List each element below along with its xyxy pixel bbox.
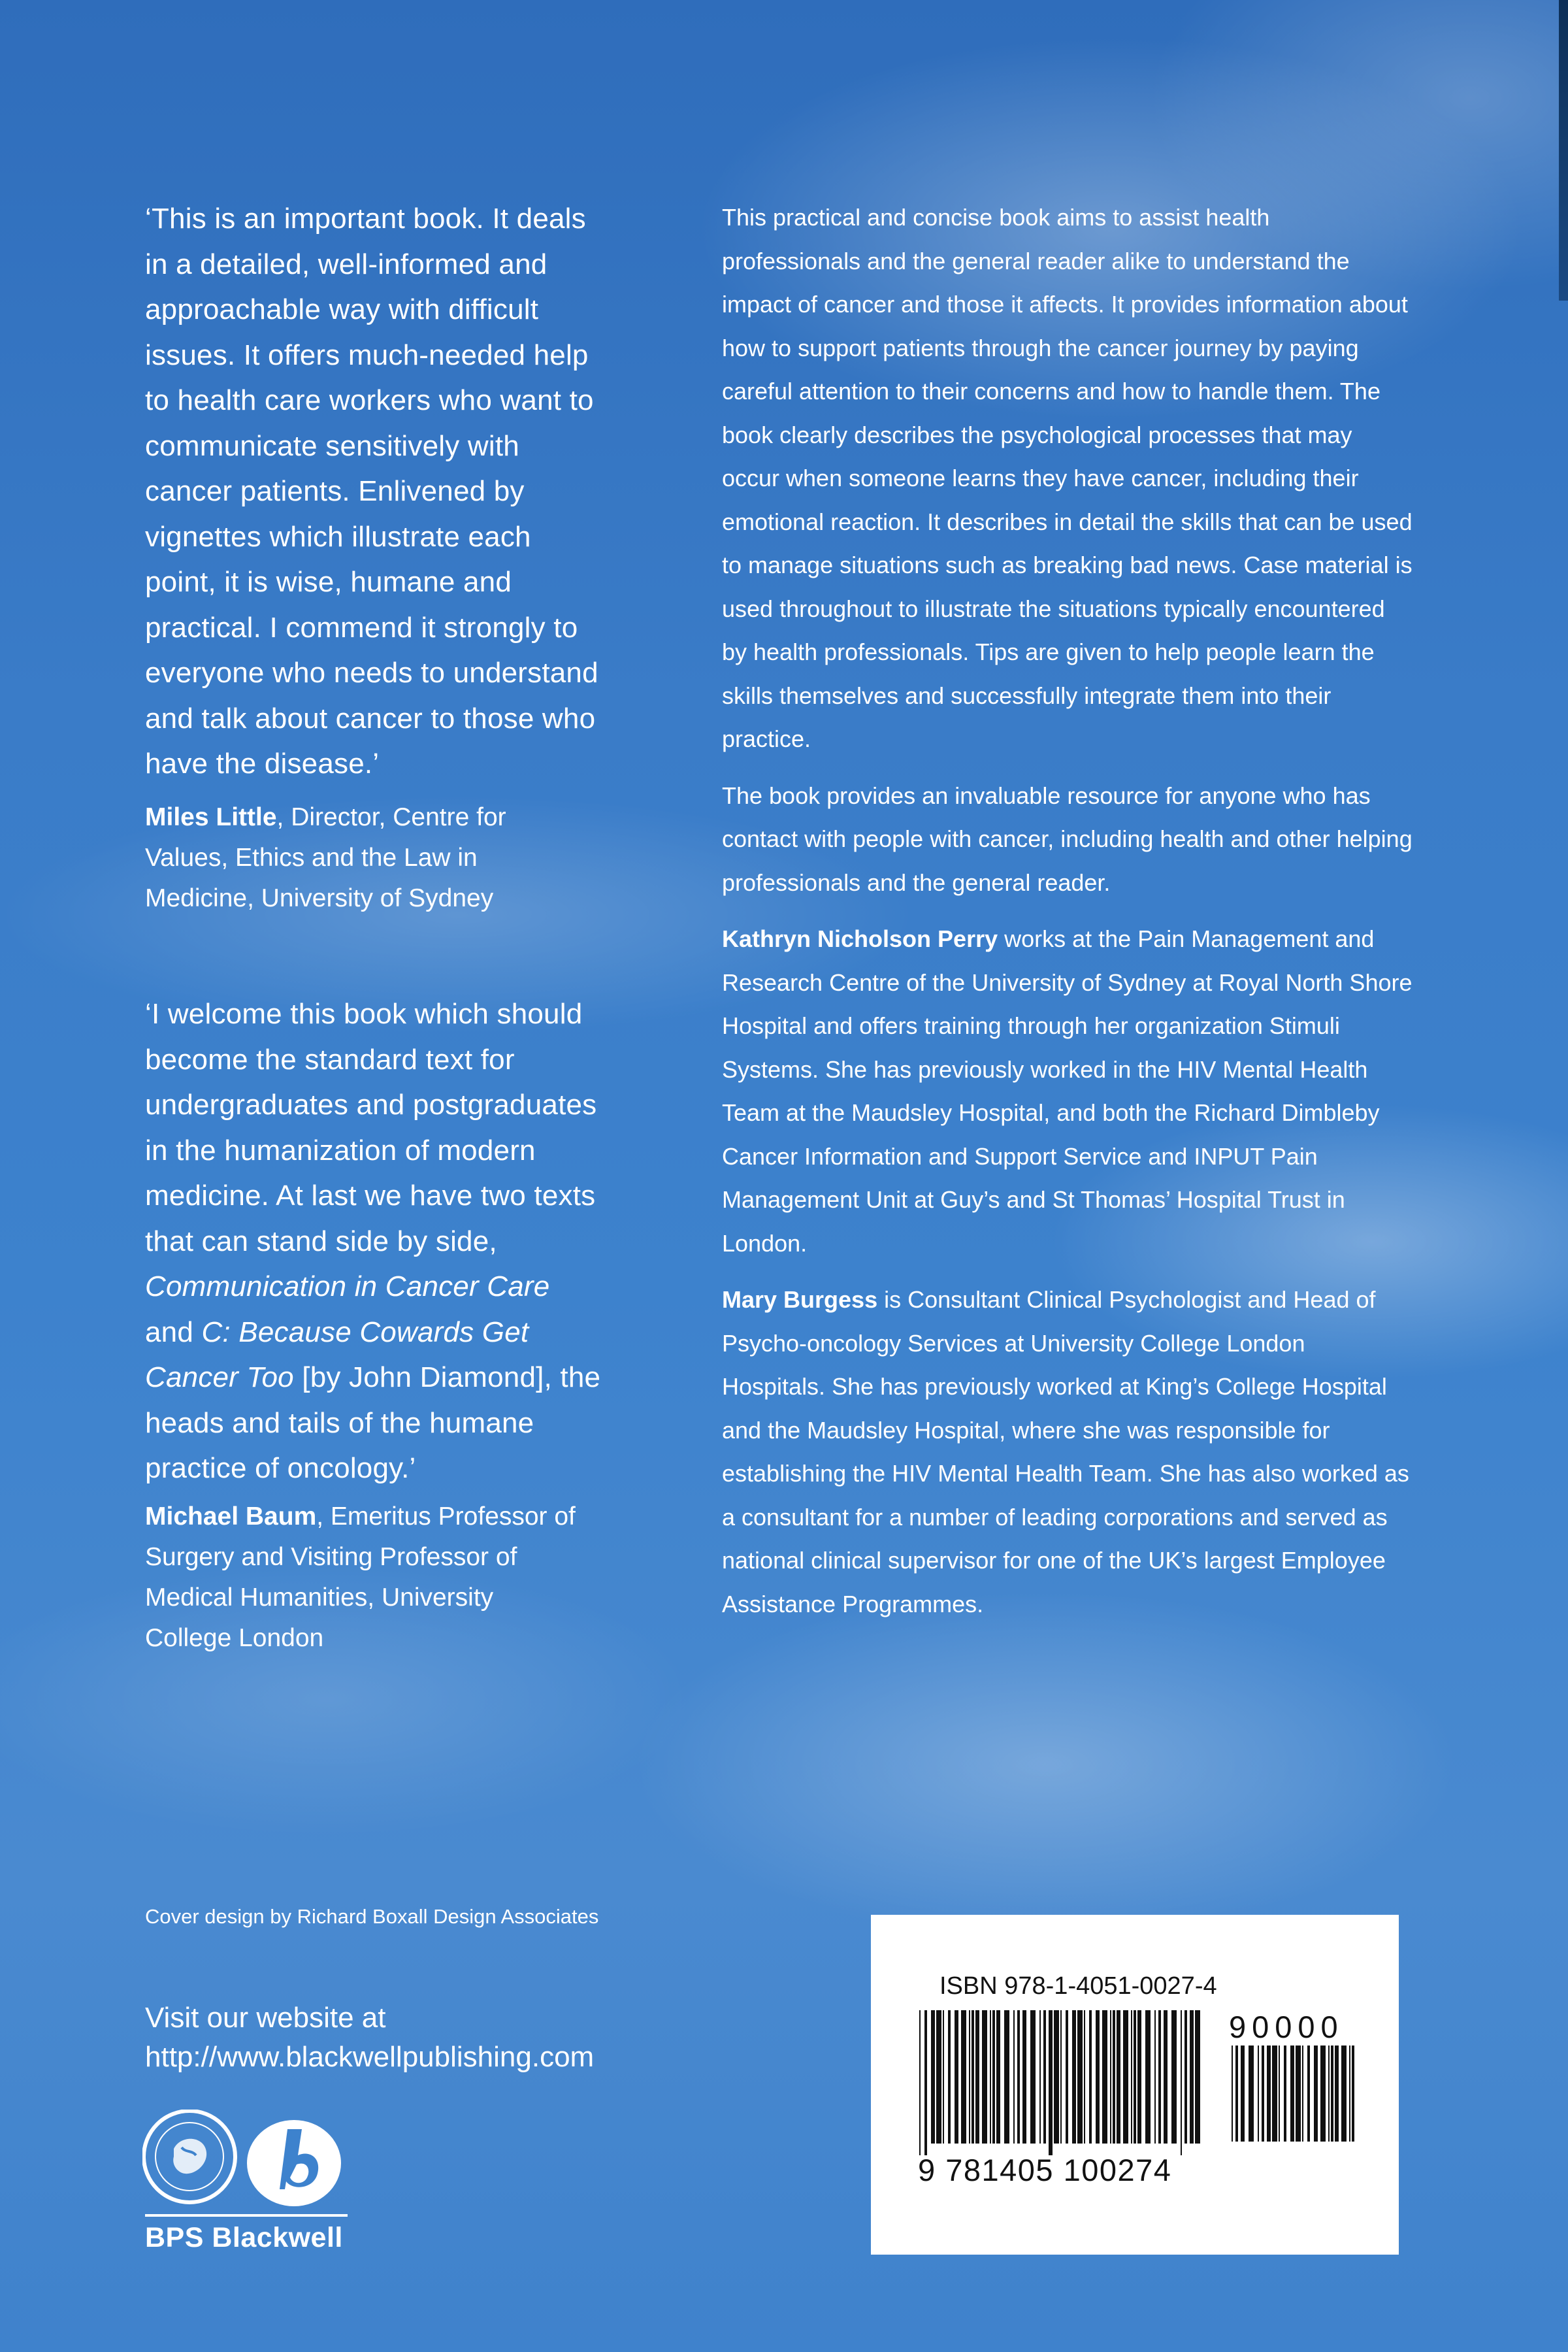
barcode-bar [1145, 2010, 1151, 2144]
barcode-bar [1328, 2046, 1330, 2142]
barcode-bar [1089, 2010, 1092, 2144]
barcode-bar [1049, 2010, 1053, 2155]
barcode-bar [1279, 2046, 1280, 2142]
website-url[interactable]: http://www.blackwellpublishing.com [145, 2041, 595, 2073]
isbn-text: ISBN 978-1-4051-0027-4 [939, 1972, 1217, 2000]
website-label: Visit our website at [145, 2002, 386, 2034]
barcode-bar [1352, 2046, 1354, 2142]
barcode-bar [1039, 2010, 1041, 2144]
barcode-bar [969, 2010, 970, 2144]
author-bio-1: Kathryn Nicholson Perry works at the Pain Management and Research Centre of the University of Sydney at Royal North Shore Hospital and offers training through her organization Stimuli Systems. She has previously worked in the HIV Mental Health Team at the Maudsley Hospital, and both the Richard Dimbleby Cancer Information and Support Service and INPUT Pain Management Unit at Guy’s and St Thomas’ Hospital Trust in London. [722, 925, 1413, 1257]
barcode-bar [1022, 2010, 1026, 2144]
barcode-bar [1072, 2010, 1076, 2144]
description-paragraph-1: This practical and concise book aims to assist health professionals and the general reader alike to understand the impact of cancer and those it affects. It provides information about how to support patients through the cancer journey by paying careful attention to their concerns and how to handle them. The book clearly describes the psychological processes that may occur when someone learns they have cancer, including their emotional reaction. It describes in detail the skills that can be used to manage situations such as breaking bad news. Case material is used throughout to illustrate the situations typically encountered by health professionals. Tips are given to help people learn the skills themselves and successfully integrate them into their practice. [722, 204, 1413, 752]
barcode-bar [982, 2010, 987, 2144]
addon-barcode [1229, 2046, 1360, 2153]
quote-1-text: ‘This is an important book. It deals in a detailed, well-informed and approachable way with difficult issues. It offers much-needed help to health care workers who want to communicate sensitively with cancer patients. Enlivened by vignettes which illustrate each point, it is wise, humane and practical. I commend it strongly to everyone who needs to understand and talk about cancer to those who have the disease.’ [145, 203, 598, 780]
barcode-bar [1235, 2046, 1238, 2142]
endorsement-quote-1 [145, 196, 602, 787]
author-2-name: Mary Burgess [722, 1286, 878, 1313]
barcode-bar [1154, 2010, 1156, 2144]
barcode-bar [1241, 2046, 1245, 2142]
barcode-bar [1190, 2010, 1194, 2144]
barcode-bar [1066, 2010, 1068, 2144]
bps-blackwell-logo-text: BPS Blackwell [145, 2214, 348, 2254]
ean-barcode [917, 2010, 1204, 2155]
barcode-bar [1314, 2046, 1318, 2142]
description-column [722, 196, 1414, 1639]
barcode-bar [1158, 2010, 1161, 2144]
barcode-bar [936, 2010, 941, 2144]
barcode-bar [1102, 2010, 1107, 2144]
barcode-bar [1267, 2046, 1271, 2142]
barcode-bar [948, 2010, 951, 2144]
barcode-bar [1030, 2010, 1036, 2144]
barcode-bar [1060, 2010, 1062, 2144]
barcode-bar [1320, 2046, 1326, 2142]
description-paragraph-2: The book provides an invaluable resource for anyone who has contact with people with cancer, including health and other helping professionals and the general reader. [722, 782, 1413, 896]
endorser-1-name: Miles Little [145, 803, 277, 831]
barcode-addon-digits: 90000 [1229, 2010, 1344, 2044]
barcode-bar [1084, 2010, 1085, 2144]
barcode-bar [1349, 2046, 1350, 2142]
barcode-bar [990, 2010, 991, 2144]
author-bio-2: Mary Burgess is Consultant Clinical Psychologist and Head of Psycho-oncology Services at University College London Hospitals. She has previously worked at King’s College Hospital and the Maudsley Hospital, where she was responsible for establishing the HIV Mental Health Team. She has also worked as a consultant for a number of leading corporations and served as national clinical supervisor for one of the UK’s largest Employee Assistance Programmes. [722, 1286, 1409, 1617]
barcode-bar [996, 2010, 1000, 2144]
barcode-bar [1123, 2010, 1128, 2144]
barcode-bar [1004, 2010, 1009, 2144]
book-title-1: Communication in Cancer Care [145, 1270, 550, 1302]
barcode-digits: 9 781405 100274 [918, 2153, 1172, 2187]
barcode-bar [919, 2010, 921, 2155]
spine-edge [1559, 0, 1568, 301]
barcode-bar [1017, 2010, 1020, 2144]
barcode-panel [871, 1915, 1399, 2255]
barcode-bar [1054, 2010, 1059, 2144]
barcode-bar [955, 2010, 958, 2144]
barcode-bar [1258, 2046, 1259, 2142]
bps-seal-icon [144, 2111, 235, 2202]
barcode-bar [1232, 2046, 1233, 2142]
barcode-bar [1164, 2010, 1168, 2144]
barcode-bar [1262, 2046, 1264, 2142]
barcode-bar [975, 2010, 979, 2144]
barcode-bar [1077, 2010, 1083, 2144]
website-block [145, 1998, 594, 2077]
endorsement-2-attribution [145, 1497, 576, 1659]
barcode-bar [1117, 2010, 1120, 2144]
barcode-bar [943, 2010, 944, 2144]
barcode-bar [1096, 2010, 1100, 2144]
barcode-bar [1272, 2046, 1277, 2142]
barcode-bar [1307, 2046, 1310, 2142]
barcode-bar [1113, 2010, 1115, 2144]
endorsement-quote-2 [145, 991, 602, 1491]
author-1-name: Kathryn Nicholson Perry [722, 925, 998, 952]
barcode-bar [1290, 2046, 1294, 2142]
barcode-bar [1137, 2010, 1141, 2144]
barcode-bar [1013, 2010, 1015, 2144]
quote-2-text: ‘I welcome this book which should become the standard text for undergraduates and postgraduates in the humanization of modern medicine. At last we have two texts that can stand side by side, Communication in Cancer Care and C: Because Cowards Get Cancer Too [by John Diamond], the heads and tails of the humane practice of oncology.’ [145, 998, 601, 1484]
barcode-bar [1184, 2010, 1187, 2144]
barcode-bar [1195, 2010, 1200, 2144]
barcode-bar [924, 2010, 927, 2155]
barcode-bar [931, 2010, 935, 2144]
barcode-bar [1296, 2046, 1301, 2142]
barcode-bar [1284, 2046, 1286, 2142]
barcode-bar [992, 2010, 995, 2144]
barcode-bar [1043, 2010, 1046, 2144]
barcode-bar [1341, 2046, 1347, 2142]
barcode-bar [961, 2010, 966, 2144]
cover-design-credit: Cover design by Richard Boxall Design Associates [145, 1905, 599, 1928]
barcode-bar [1302, 2046, 1303, 2142]
endorser-2-name: Michael Baum [145, 1502, 317, 1531]
endorser-1-affiliation: , Director, Centre for Values, Ethics and the Law in Medicine, University of Sydney [145, 803, 506, 912]
barcode-bar [1110, 2010, 1111, 2144]
barcode-bar [1134, 2010, 1136, 2144]
barcode-bar [1181, 2010, 1182, 2155]
barcode-bar [1331, 2046, 1333, 2142]
barcode-bar [1249, 2046, 1254, 2142]
endorsement-1-attribution [145, 797, 576, 919]
barcode-bar [1171, 2010, 1177, 2144]
barcode-bar [1335, 2046, 1339, 2142]
barcode-bar [972, 2010, 974, 2144]
barcode-bar [1131, 2010, 1132, 2144]
blackwell-b-icon [247, 2120, 341, 2206]
endorser-2-affiliation: , Emeritus Professor of Surgery and Visiting Professor of Medical Humanities, University College London [145, 1502, 576, 1652]
book-title-2: C: Because Cowards Get Cancer Too [145, 1316, 529, 1393]
